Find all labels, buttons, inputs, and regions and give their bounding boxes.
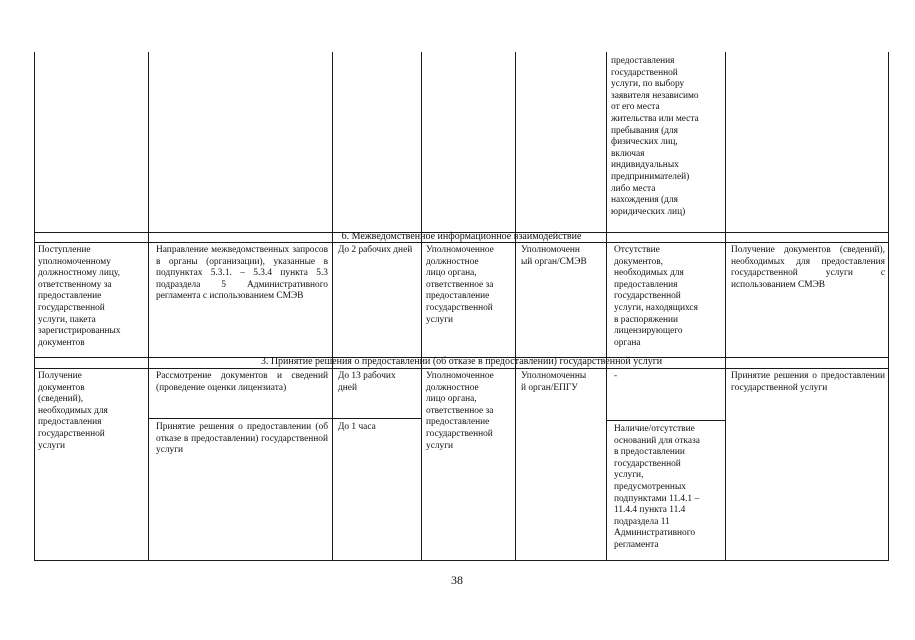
section-heading: 3. Принятие решения о предоставлении (об отказе в предоставлении) государственной услуги: [260, 356, 663, 367]
cell-system: Уполномоченн ый орган/СМЭВ: [521, 245, 587, 267]
table-border-right: [888, 52, 889, 560]
cell-responsible: Уполномоченное должностное лицо органа, ответственное за предоставление государственной услуги: [426, 245, 494, 325]
cell-step-input: Получение документов (сведений), необходимых для предоставления государственной услуги: [38, 371, 108, 451]
column-divider-4: [515, 52, 516, 560]
row-line-subrow-col6: [606, 420, 725, 421]
column-divider-3: [421, 52, 422, 560]
cell-criteria: Отсутствие документов, необходимых для предоставления государственной услуги, находящихся в распоряжении лицензирующего органа: [614, 245, 698, 348]
cell-duration: До 13 рабочих дней: [338, 371, 396, 393]
column-divider-2: [332, 52, 333, 560]
cell-action: Направление межведомственных запросов в органы (организации), указанные в подпунктах 5.3.1. – 5.3.4 пункта 5.3 подраздела 5 Административного регламента с использованием СМЭВ: [156, 245, 328, 302]
cell-result: Принятие решения о предоставлении государственной услуги: [731, 371, 885, 393]
page-number: 38: [451, 573, 463, 587]
table-border-left: [34, 52, 35, 560]
section-heading: 6. Межведомственное информационное взаимодействие: [341, 231, 582, 242]
cell-action: Рассмотрение документов и сведений (проведение оценки лицензиата): [156, 371, 328, 393]
table-border-bottom: [34, 560, 889, 561]
column-divider-5: [606, 52, 607, 560]
cell-system: Уполномоченны й орган/ЕПГУ: [521, 371, 587, 393]
cell-criteria: -: [614, 371, 618, 381]
cell-result: Получение документов (сведений), необходимых для предоставления государственной услуги с использованием СМЭВ: [731, 245, 885, 290]
cell-responsible: Уполномоченное должностное лицо органа, ответственное за предоставление государственной услуги: [426, 371, 494, 451]
row-line-subrow: [148, 418, 421, 419]
row-line-section3-heading: [34, 368, 889, 369]
cell-duration: До 1 часа: [338, 422, 376, 432]
column-divider-6: [725, 52, 726, 560]
cell-action: Принятие решения о предоставлении (об отказе в предоставлении) государственной услуги: [156, 422, 328, 456]
column-divider-1: [148, 52, 149, 560]
cell-criteria: Наличие/отсутствие оснований для отказа в предоставлении государственной услуги, предусмотренных подпунктами 11.4.1 – 11.4.4 пункта 11.4 подраздела 11 Административного регламента: [614, 424, 700, 550]
cell-step-input: Поступление уполномоченному должностному лицу, ответственному за предоставление государственной услуги, пакета зарегистрированных документов: [38, 245, 121, 348]
cell-duration: До 2 рабочих дней: [338, 245, 413, 255]
top-cell-col6: предоставления государственной услуги, по выбору заявителя независимо от его места жительства или места пребывания (для физических лиц, включая индивидуальных предпринимателей) либо места нахождения (для юридических лиц): [611, 56, 699, 217]
